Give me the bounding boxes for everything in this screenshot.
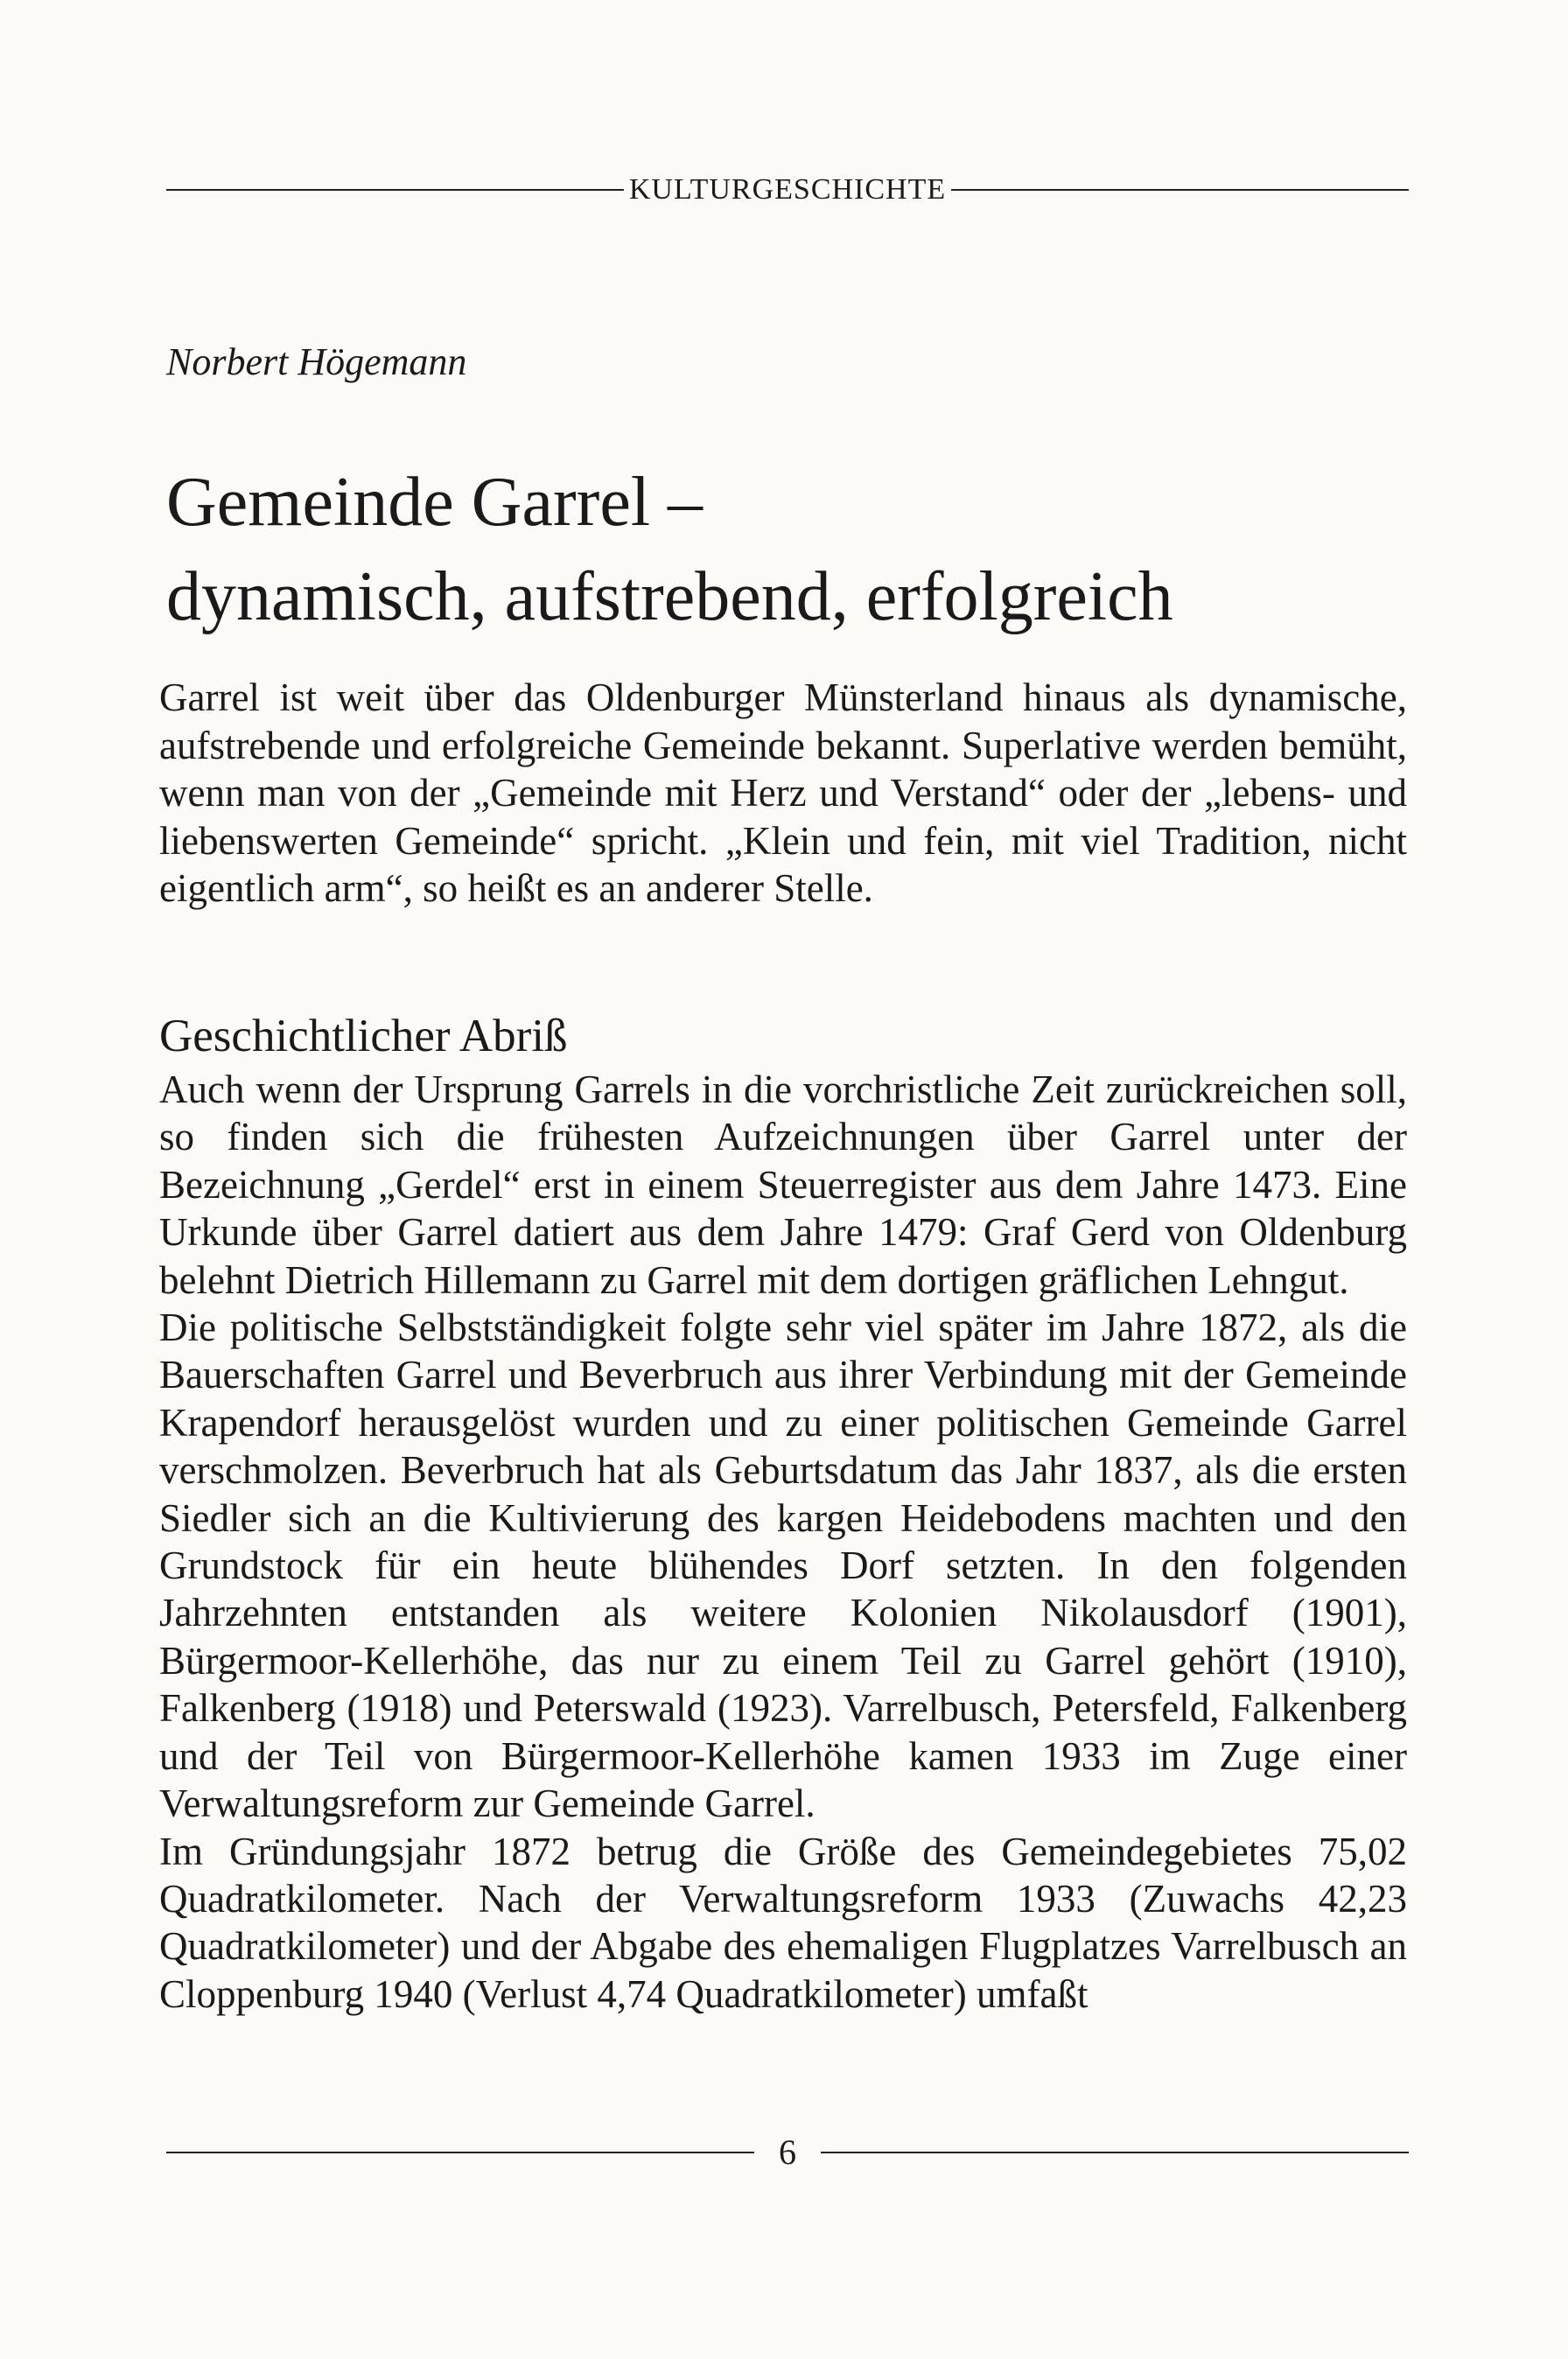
- section-label: KULTURGESCHICHTE: [628, 173, 947, 206]
- body-paragraph-2: Die politische Selbstständigkeit folgte sehr viel später im Jahre 1872, als die Bauerschaften Garrel und Beverbruch aus ihrer Verbindung mit der Gemeinde Krapendorf herausgelöst wurden und zu einer politischen Gemeinde Garrel verschmolzen. Beverbruch hat als Geburtsdatum das Jahr 1837, als die ersten Siedler sich an die Kultivierung des kargen Heidebodens machten und den Grundstock für ein heute blühendes Dorf setzten. In den folgenden Jahrzehnten entstanden als weitere Kolonien Nikolausdorf (1901), Bürgermoor-Kellerhöhe, das nur zu einem Teil zu Garrel gehört (1910), Falkenberg (1918) und Peterswald (1923). Varrelbusch, Petersfeld, Falkenberg und der Teil von Bürgermoor-Kellerhöhe kamen 1933 im Zuge einer Verwaltungsreform zur Gemeinde Garrel.: [159, 1306, 1407, 1826]
- section-heading: Geschichtlicher Abriß: [159, 1011, 568, 1061]
- page-footer: [166, 2132, 1409, 2172]
- header-rule-left: [166, 189, 624, 191]
- intro-paragraph: Garrel ist weit über das Oldenburger Münsterland hinaus als dynamische, aufstrebende und erfolgreiche Gemeinde bekannt. Superlative werden bemüht, wenn man von der „Gemeinde mit Herz und Verstand“ oder der „lebens- und liebenswerten Gemeinde“ spricht. „Klein und fein, mit viel Tradition, nicht eigentlich arm“, so heißt es an anderer Stelle.: [159, 676, 1407, 910]
- title-line-1: Gemeinde Garrel –: [166, 464, 704, 541]
- footer-rule-right: [821, 2152, 1409, 2153]
- running-header: [166, 175, 1409, 205]
- footer-rule-left: [166, 2152, 754, 2153]
- section-body: [159, 1066, 1407, 2018]
- header-rule-right: [951, 189, 1409, 191]
- body-paragraph-1: Auch wenn der Ursprung Garrels in die vorchristliche Zeit zurückreichen soll, so finden sich die frühesten Aufzeichnungen über Garrel unter der Bezeichnung „Gerdel“ erst in einem Steuerregister aus dem Jahre 1473. Eine Urkunde über Garrel datiert aus dem Jahre 1479: Graf Gerd von Oldenburg belehnt Dietrich Hillemann zu Garrel mit dem dortigen gräflichen Lehngut.: [159, 1068, 1407, 1302]
- title-line-2: dynamisch, aufstrebend, erfolgreich: [166, 558, 1173, 635]
- page-number: 6: [779, 2132, 796, 2172]
- article-title: [166, 455, 1409, 644]
- body-paragraph-3: Im Gründungsjahr 1872 betrug die Größe des Gemeindegebietes 75,02 Quadratkilometer. Nach der Verwaltungsreform 1933 (Zuwachs 42,23 Quadratkilometer) und der Abgabe des ehemaligen Flugplatzes Varrelbusch an Cloppenburg 1940 (Verlust 4,74 Quadratkilometer) umfaßt: [159, 1829, 1407, 2016]
- author-name: Norbert Högemann: [166, 340, 467, 383]
